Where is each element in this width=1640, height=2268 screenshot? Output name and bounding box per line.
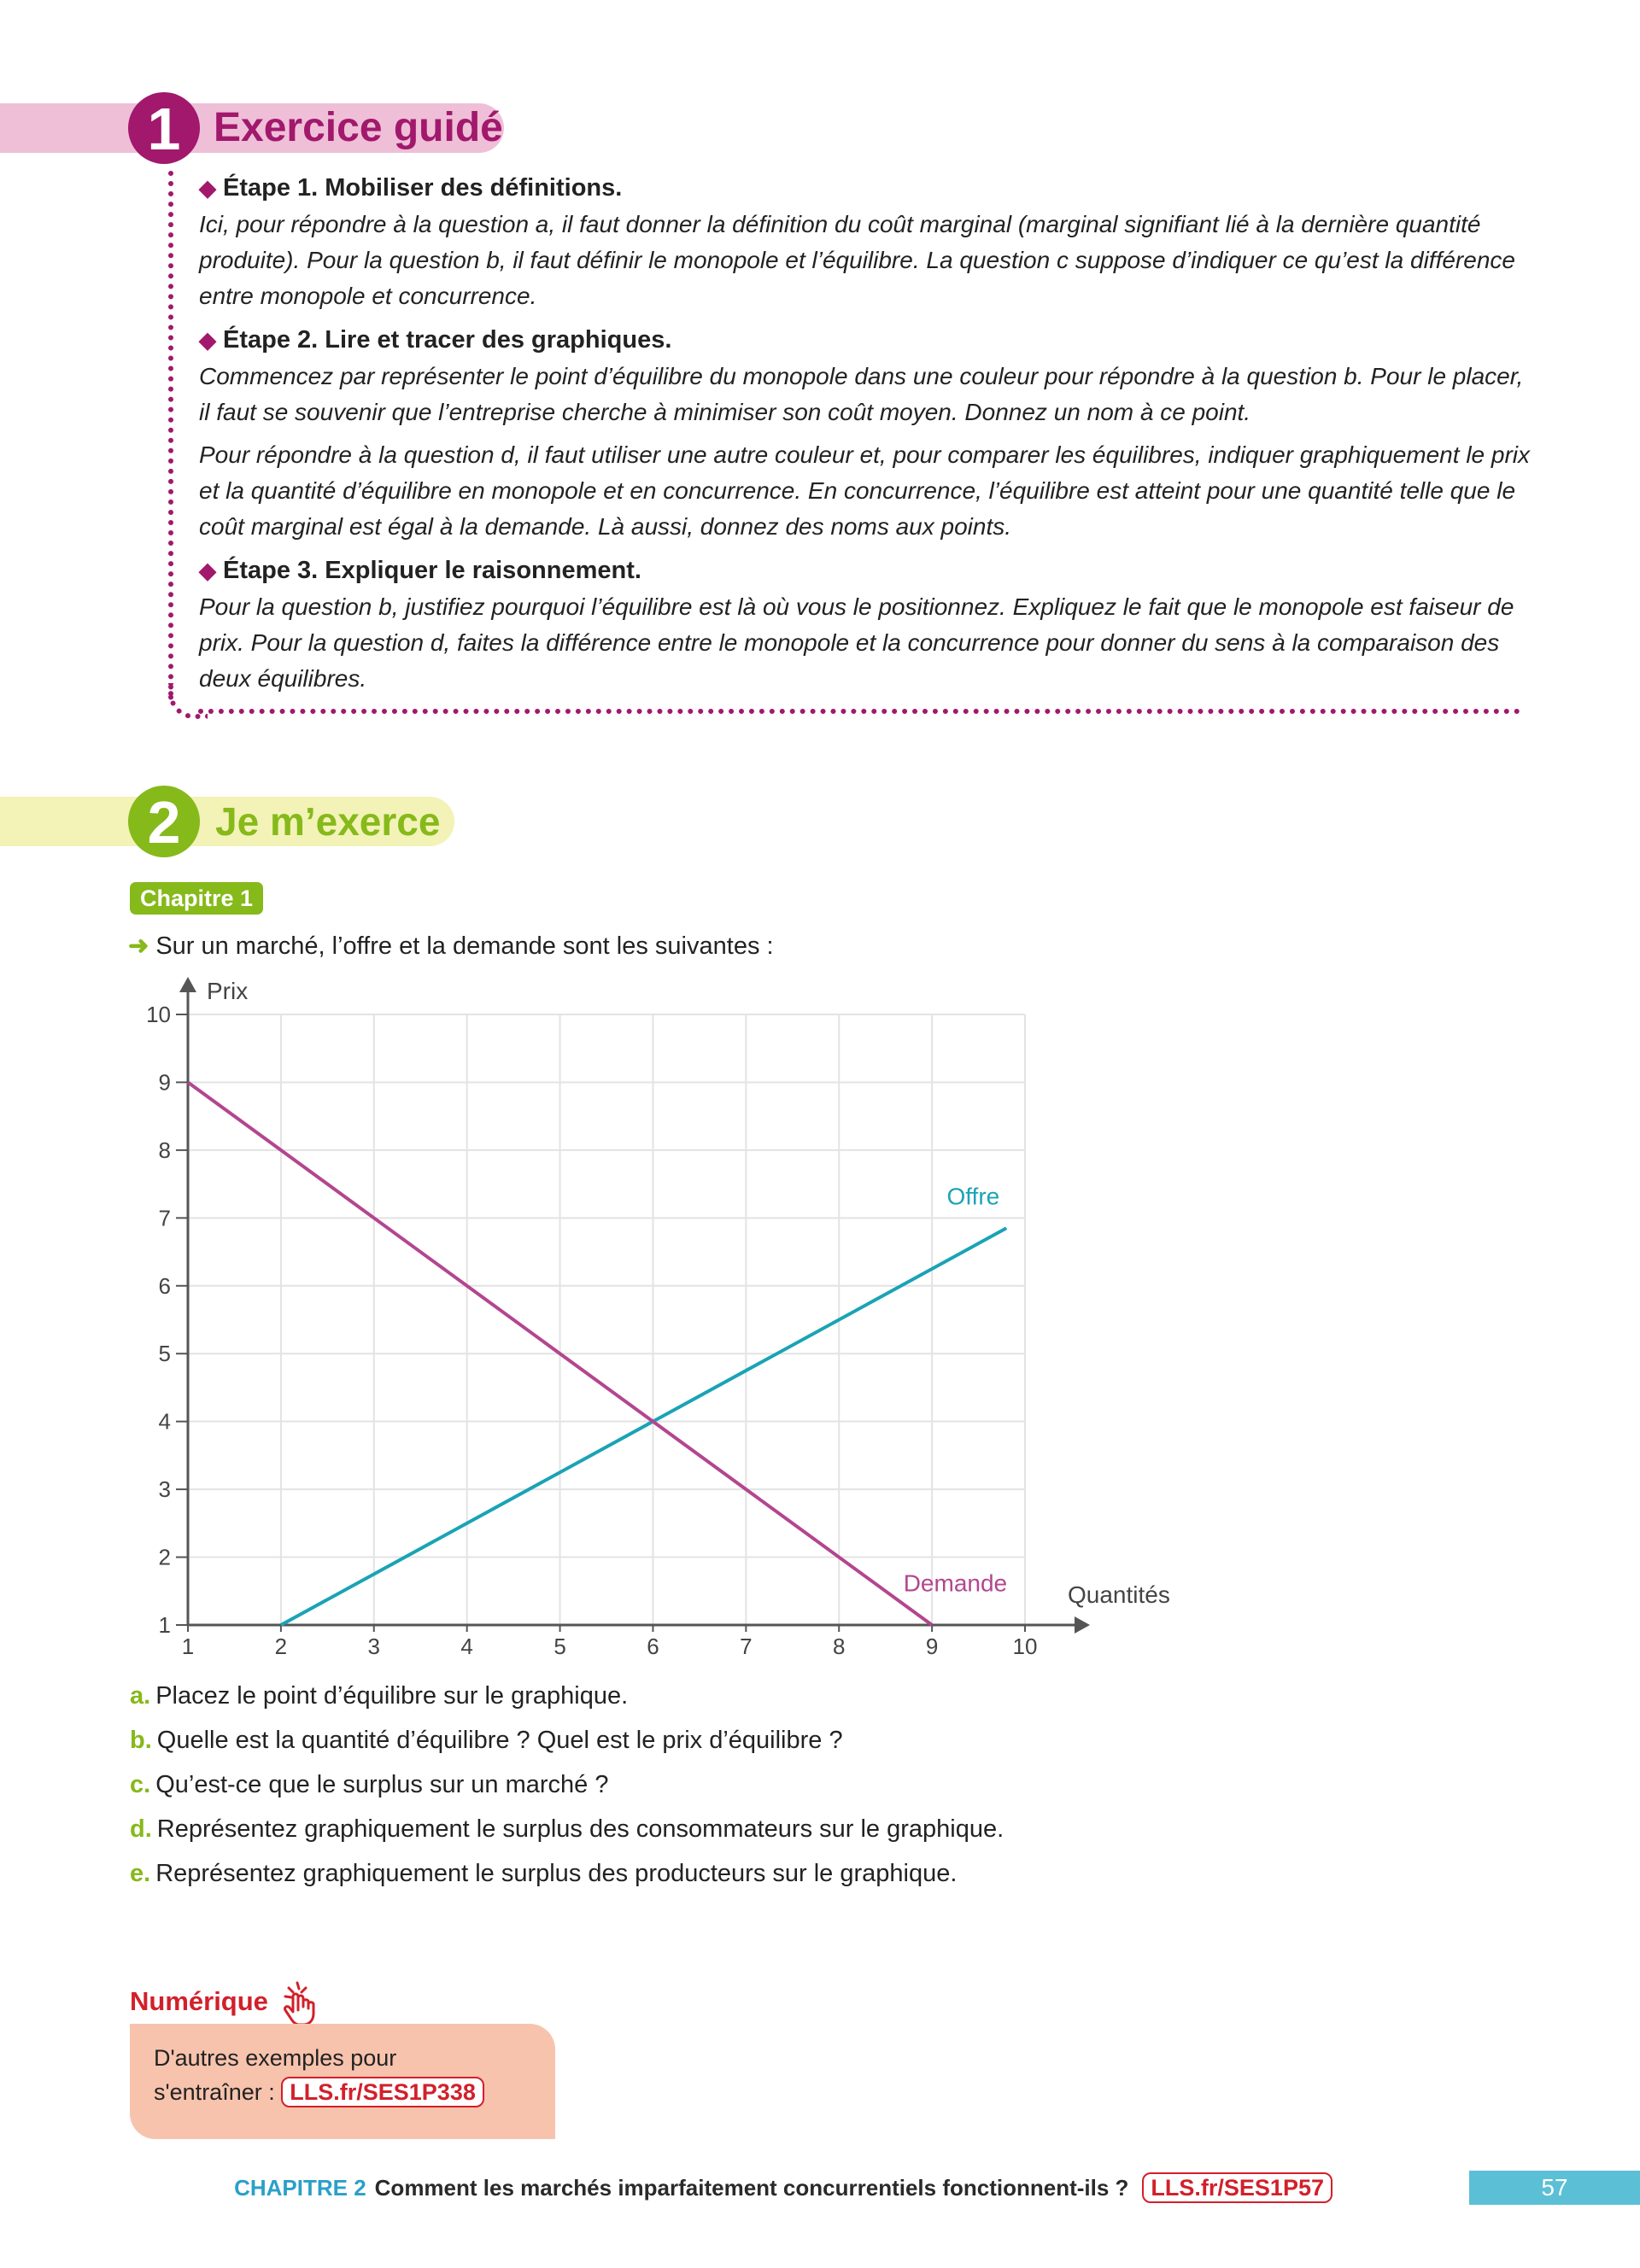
numerique-text-line1: D'autres exemples pour <box>154 2045 397 2071</box>
question-text: Représentez graphiquement le surplus des consommateurs sur le graphique. <box>156 1815 1004 1843</box>
page-footer <box>234 2169 1332 2207</box>
step-2 <box>199 321 1532 545</box>
question-text: Représentez graphiquement le surplus des producteurs sur le graphique. <box>155 1860 958 1887</box>
question-text: Qu’est-ce que le surplus sur un marché ? <box>155 1771 609 1798</box>
y-tick-label: 1 <box>158 1612 171 1638</box>
demande-label: Demande <box>903 1569 1008 1597</box>
exercise-intro <box>128 929 774 963</box>
question-letter: b. <box>130 1727 152 1754</box>
numerique-title: Numérique <box>130 1986 268 2016</box>
question-a <box>130 1674 1004 1718</box>
question-text: Placez le point d’équilibre sur le graphique. <box>155 1682 629 1710</box>
section1-title: Exercice guidé <box>214 105 503 150</box>
x-tick-label: 8 <box>832 1634 846 1659</box>
offre-line <box>281 1228 1006 1625</box>
y-tick-label: 10 <box>146 1002 171 1027</box>
y-tick-label: 9 <box>158 1069 171 1096</box>
step-title: Étape 3. Expliquer le raisonnement. <box>223 557 641 584</box>
numerique-text-line2: s'entraîner : <box>154 2079 275 2105</box>
question-e <box>130 1851 1004 1896</box>
section2-title: Je m’exerce <box>215 799 441 844</box>
question-letter: a. <box>130 1682 151 1710</box>
question-letter: e. <box>130 1860 151 1887</box>
step-3 <box>199 552 1532 697</box>
step-paragraph: Pour répondre à la question d, il faut utiliser une autre couleur et, pour comparer les équilibres, indiquer graphiquement le prix et la quantité d’équilibre en monopole et en concurrence. En concurrence, l’équilibre est atteint pour une quantité telle que le coût marginal est égal à la demande. Là aussi, donnez des noms aux points. <box>199 441 1531 540</box>
section1-dotted-bottom <box>198 709 1520 714</box>
x-tick-label: 10 <box>1012 1634 1038 1659</box>
section2-number: 2 <box>128 786 200 857</box>
hand-pointer-icon <box>275 1978 328 2027</box>
numerique-link[interactable]: LLS.fr/SES1P338 <box>281 2077 484 2107</box>
y-tick-label: 8 <box>158 1137 171 1163</box>
supply-demand-chart <box>128 965 1204 1665</box>
offre-label: Offre <box>946 1183 1000 1210</box>
step-title: Étape 1. Mobiliser des définitions. <box>223 174 623 202</box>
footer-chapter: CHAPITRE 2 <box>234 2175 366 2201</box>
y-tick-label: 4 <box>158 1408 171 1435</box>
x-tick-label: 4 <box>460 1634 473 1659</box>
step-paragraph: Ici, pour répondre à la question a, il faut donner la définition du coût marginal (marginal signifiant lié à la dernière quantité produite). Pour la question b, il faut définir le monopole et l’équilibre. La question c suppose d’indiquer ce qu’est la différence entre monopole et concurrence. <box>199 211 1515 309</box>
arrow-right-icon: ➜ <box>128 932 149 960</box>
x-tick-label: 3 <box>367 1634 381 1659</box>
x-tick-label: 1 <box>181 1634 195 1659</box>
footer-link[interactable]: LLS.fr/SES1P57 <box>1142 2172 1332 2203</box>
y-tick-label: 2 <box>158 1544 171 1570</box>
question-text: Quelle est la quantité d’équilibre ? Quel est le prix d’équilibre ? <box>156 1727 843 1754</box>
x-tick-label: 9 <box>925 1634 939 1659</box>
y-tick-label: 7 <box>158 1205 171 1231</box>
question-c <box>130 1762 1004 1807</box>
y-tick-label: 3 <box>158 1476 171 1503</box>
y-tick-label: 6 <box>158 1272 171 1299</box>
section1-number: 1 <box>128 92 200 164</box>
guided-steps <box>199 169 1532 704</box>
question-d <box>130 1807 1004 1851</box>
footer-title: Comment les marchés imparfaitement concurrentiels fonctionnent-ils ? <box>374 2175 1129 2201</box>
x-axis-label: Quantités <box>1068 1581 1170 1608</box>
y-axis-label: Prix <box>207 978 249 1004</box>
x-axis-arrow <box>1075 1616 1090 1634</box>
x-tick-label: 2 <box>274 1634 288 1659</box>
diamond-bullet-icon: ◆ <box>199 175 216 201</box>
step-title: Étape 2. Lire et tracer des graphiques. <box>223 326 672 354</box>
page-number: 57 <box>1469 2171 1640 2205</box>
question-b <box>130 1718 1004 1762</box>
question-letter: c. <box>130 1771 151 1798</box>
step-1 <box>199 169 1532 314</box>
question-letter: d. <box>130 1815 152 1843</box>
numerique-box <box>130 2024 555 2139</box>
x-tick-label: 5 <box>554 1634 566 1659</box>
intro-text: Sur un marché, l’offre et la demande sont les suivantes : <box>155 932 774 960</box>
x-tick-label: 6 <box>647 1634 659 1659</box>
step-paragraph: Pour la question b, justifiez pourquoi l’équilibre est là où vous le positionnez. Expliquez le fait que le monopole est faiseur de prix. Pour la question d, faites la différence entre le monopole et la concurrence pour donner du sens à la comparaison des deux équilibres. <box>199 593 1514 692</box>
y-axis-arrow <box>179 977 196 992</box>
diamond-bullet-icon: ◆ <box>199 558 216 583</box>
question-list <box>130 1674 1004 1896</box>
chapter-badge: Chapitre 1 <box>130 882 263 915</box>
y-tick-label: 5 <box>158 1341 171 1367</box>
x-tick-label: 7 <box>740 1634 753 1659</box>
step-paragraph: Commencez par représenter le point d’équilibre du monopole dans une couleur pour répondre à la question b. Pour le placer, il faut se souvenir que l’entreprise cherche à minimiser son coût moyen. Donnez un nom à ce point. <box>199 363 1524 425</box>
diamond-bullet-icon: ◆ <box>199 327 216 353</box>
section1-dotted-border <box>168 171 173 700</box>
